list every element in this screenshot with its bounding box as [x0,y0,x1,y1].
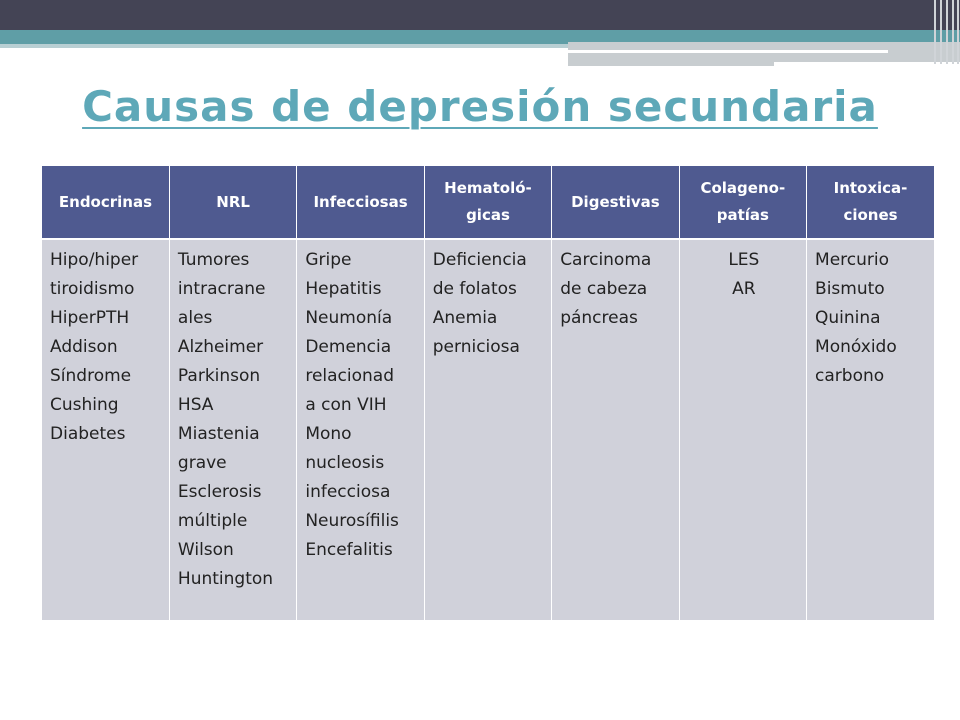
cell-item: Encefalitis [305,540,393,560]
header-label-line: Digestivas [571,192,660,211]
cell-item: ales [177,308,213,328]
cell-item: LES [728,250,760,270]
cell-item: Bismuto [815,279,885,299]
header-label-line: Hematoló- [444,179,532,197]
cell-item: Gripe [305,250,352,270]
cell-endocrinas [42,239,169,620]
header-label-line: Intoxica- [833,179,908,197]
header-label-line: NRL [216,192,250,211]
vertical-stripes-decoration [930,0,960,64]
cell-item: Hepatitis [305,279,382,299]
cell-item: Parkinson [177,366,261,386]
cell-item: Wilson [177,540,234,560]
cell-item: Mono [305,424,352,444]
cell-item: HSA [177,395,214,415]
table-header-row [42,166,934,239]
cell-nrl [169,239,296,620]
cell-item: AR [732,279,756,299]
cell-item: Tumores [177,250,250,270]
slide-title: Causas de depresión secundaria [82,82,878,131]
cell-hematologicas [424,239,551,620]
cell-item: Cushing [50,395,119,415]
cell-item: Monóxido [815,337,897,357]
cell-item: múltiple [177,511,248,531]
cell-item: perniciosa [432,337,520,357]
cell-colagenopatias [679,239,806,620]
top-decorative-bar [0,0,960,30]
cell-item: intracrane [177,279,266,299]
cell-item: páncreas [560,308,638,328]
cell-item: de cabeza [560,279,648,299]
cell-item: carbono [815,366,885,386]
white-decorative-line [568,50,888,53]
cell-item: Deficiencia [432,250,527,270]
header-label-line: ciones [843,206,898,224]
cell-item: Diabetes [50,424,126,444]
header-label-line: patías [716,206,769,224]
table-row [42,239,934,620]
cell-item: Miastenia [177,424,260,444]
cell-item: Alzheimer [177,337,264,357]
cell-digestivas [552,239,679,620]
cell-item: Síndrome [50,366,132,386]
cell-item: Quinina [815,308,881,328]
cell-item: Addison [50,337,118,357]
header-infecciosas [297,166,424,239]
cell-item: HiperPTH [50,308,130,328]
cell-intoxicaciones [807,239,934,620]
cell-item: Huntington [177,569,274,589]
cell-item: de folatos [432,279,517,299]
cell-item: tiroidismo [50,279,135,299]
cell-item: Carcinoma [560,250,652,270]
header-label-line: Colageno- [700,179,786,197]
cell-item: Anemia [432,308,498,328]
header-endocrinas [42,166,169,239]
header-nrl [169,166,296,239]
cell-item: grave [177,453,227,473]
cell-item: Neumonía [305,308,393,328]
cell-item: Hipo/hiper [50,250,139,270]
header-colagenopatias [679,166,806,239]
cell-item: Esclerosis [177,482,262,502]
cell-item: Mercurio [815,250,890,270]
cell-item: Neurosífilis [305,511,399,531]
header-label-line: gicas [466,206,510,224]
header-intoxicaciones [807,166,934,239]
header-label-line: Infecciosas [313,192,408,211]
cell-item: a con VIH [305,395,387,415]
cell-item: infecciosa [305,482,391,502]
cell-item: relacionad [305,366,395,386]
gray-decorative-stub [568,62,774,66]
header-digestivas [552,166,679,239]
cell-infecciosas [297,239,424,620]
header-label-line: Endocrinas [58,192,153,211]
cell-item: nucleosis [305,453,385,473]
causes-table [42,166,934,620]
cell-item: Demencia [305,337,392,357]
header-hematologicas [424,166,551,239]
